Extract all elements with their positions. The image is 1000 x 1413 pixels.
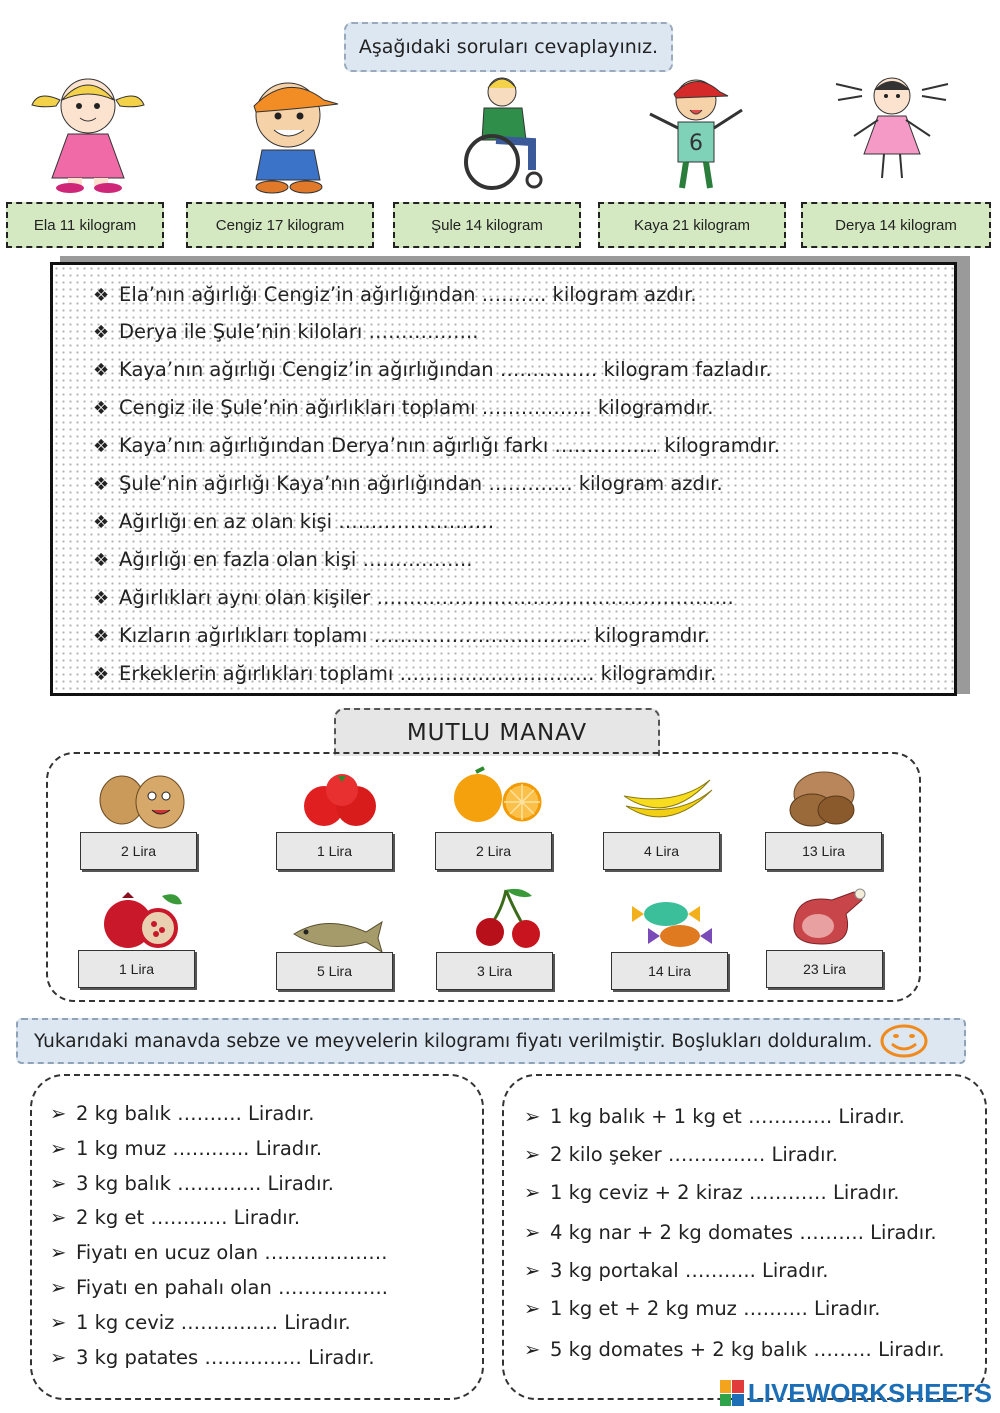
- exercise-item: ➢ Fiyatı en ucuz olan ……………….: [50, 1241, 388, 1264]
- orange-icon: [446, 762, 546, 828]
- question-item: [93, 358, 772, 381]
- page-title: Aşağıdaki soruları cevaplayınız.: [344, 22, 673, 72]
- wheelchair-child-icon: [446, 70, 566, 195]
- question-text: Cengiz ile Şule’nin ağırlıkları toplamı …………….. kilogramdır.: [119, 396, 714, 419]
- name-tag-sule: Şule 14 kilogram: [393, 202, 581, 248]
- question-item: [93, 283, 697, 306]
- svg-text:6: 6: [689, 131, 703, 156]
- diamond-bullet-icon: ❖: [93, 360, 110, 381]
- exercise-item: ➢ Fiyatı en pahalı olan ……………..: [50, 1276, 388, 1299]
- exercise-item: ➢ 1 kg ceviz + 2 kiraz ………… Liradır.: [524, 1181, 900, 1204]
- question-text: Ela’nın ağırlığı Cengiz’in ağırlığından ………. kilogram azdır.: [119, 283, 697, 306]
- girl-pigtails-icon: [28, 70, 148, 195]
- instruction-bar: [16, 1018, 966, 1064]
- price-tag: 5 Lira: [276, 952, 393, 990]
- question-text: Kaya’nın ağırlığı Cengiz’in ağırlığından …………… kilogram fazladır.: [119, 358, 772, 381]
- question-item: [93, 510, 494, 533]
- diamond-bullet-icon: ❖: [93, 474, 110, 495]
- arrow-bullet-icon: ➢: [524, 1181, 541, 1204]
- name-tag-kaya: Kaya 21 kilogram: [598, 202, 786, 248]
- exercise-item: ➢ 1 kg muz …….….. Liradır.: [50, 1137, 323, 1160]
- question-item: [93, 548, 472, 571]
- price-tag: 4 Lira: [603, 832, 720, 870]
- meat-icon: [782, 884, 882, 950]
- diamond-bullet-icon: ❖: [93, 626, 110, 647]
- exercise-item: ➢ 4 kg nar + 2 kg domates ………. Liradır.: [524, 1221, 937, 1244]
- shop-title: MUTLU MANAV: [334, 708, 660, 756]
- arrow-bullet-icon: ➢: [50, 1311, 67, 1334]
- exercise-item: ➢ 2 kilo şeker …………… Liradır.: [524, 1143, 838, 1166]
- exercise-item: ➢ 2 kg balık ………. Liradır.: [50, 1102, 315, 1125]
- question-item: [93, 624, 710, 647]
- arrow-bullet-icon: ➢: [50, 1172, 67, 1195]
- diamond-bullet-icon: ❖: [93, 322, 110, 343]
- diamond-bullet-icon: ❖: [93, 436, 110, 457]
- exercise-item: ➢ 3 kg portakal ……….. Liradır.: [524, 1259, 829, 1282]
- arrow-bullet-icon: ➢: [50, 1137, 67, 1160]
- question-box: [50, 262, 957, 696]
- instruction-text: Yukarıdaki manavda sebze ve meyvelerin kilogramı fiyatı verilmiştir. Boşlukları dolduralım.: [34, 1030, 873, 1052]
- arrow-bullet-icon: ➢: [50, 1206, 67, 1229]
- exercise-item: ➢ 1 kg et + 2 kg muz ………. Liradır.: [524, 1297, 881, 1320]
- question-text: Derya ile Şule’nin kiloları ……………..: [119, 320, 479, 343]
- pomegranate-icon: [92, 886, 192, 952]
- question-item: [93, 320, 478, 343]
- arrow-bullet-icon: ➢: [524, 1338, 541, 1361]
- name-tag-derya: Derya 14 kilogram: [801, 202, 991, 248]
- tomato-icon: [294, 766, 394, 832]
- cherry-icon: [462, 886, 562, 952]
- girl-dress-icon: [832, 70, 952, 195]
- walnut-icon: [772, 764, 872, 830]
- diamond-bullet-icon: ❖: [93, 550, 110, 571]
- potato-icon: [92, 766, 192, 832]
- arrow-bullet-icon: ➢: [50, 1241, 67, 1264]
- price-tag: 13 Lira: [765, 832, 882, 870]
- exercise-item: ➢ 3 kg balık …………. Liradır.: [50, 1172, 334, 1195]
- name-tag-cengiz: Cengiz 17 kilogram: [186, 202, 374, 248]
- watermark: [720, 1378, 992, 1408]
- question-text: Ağırlıkları aynı olan kişiler ……………………………………………….: [119, 586, 734, 609]
- arrow-bullet-icon: ➢: [50, 1102, 67, 1125]
- question-text: Kaya’nın ağırlığından Derya’nın ağırlığı farkı ……………. kilogramdır.: [119, 434, 780, 457]
- price-tag: 2 Lira: [435, 832, 552, 870]
- exercise-item: ➢ 3 kg patates …………… Liradır.: [50, 1346, 375, 1369]
- arrow-bullet-icon: ➢: [524, 1221, 541, 1244]
- question-item: [93, 586, 734, 609]
- question-text: Erkeklerin ağırlıkları toplamı ………………………… kilogramdır.: [119, 662, 717, 685]
- exercise-item: ➢ 1 kg ceviz …………… Liradır.: [50, 1311, 351, 1334]
- diamond-bullet-icon: ❖: [93, 664, 110, 685]
- diamond-bullet-icon: ❖: [93, 512, 110, 533]
- price-tag: 1 Lira: [276, 832, 393, 870]
- price-tag: 23 Lira: [766, 950, 883, 988]
- arrow-bullet-icon: ➢: [50, 1346, 67, 1369]
- price-tag: 3 Lira: [436, 952, 553, 990]
- question-text: Şule’nin ağırlığı Kaya’nın ağırlığından …………. kilogram azdır.: [119, 472, 723, 495]
- boy-cap-icon: [228, 70, 348, 195]
- arrow-bullet-icon: ➢: [524, 1105, 541, 1128]
- question-item: [93, 434, 780, 457]
- price-tag: 14 Lira: [611, 952, 728, 990]
- name-tag-ela: Ela 11 kilogram: [6, 202, 164, 248]
- arrow-bullet-icon: ➢: [50, 1276, 67, 1299]
- watermark-text: LIVEWORKSHEETS: [747, 1377, 992, 1408]
- question-item: [93, 472, 723, 495]
- price-tag: 1 Lira: [78, 950, 195, 988]
- question-text: Kızların ağırlıkları toplamı …………………………… kilogramdır.: [119, 624, 710, 647]
- question-text: Ağırlığı en fazla olan kişi ……………..: [119, 548, 473, 571]
- diamond-bullet-icon: ❖: [93, 285, 110, 306]
- price-tag: 2 Lira: [80, 832, 197, 870]
- exercise-item: ➢ 5 kg domates + 2 kg balık ……… Liradır.: [524, 1338, 945, 1361]
- arrow-bullet-icon: ➢: [524, 1297, 541, 1320]
- banana-icon: [618, 766, 718, 832]
- question-item: [93, 662, 716, 685]
- diamond-bullet-icon: ❖: [93, 398, 110, 419]
- exercise-item: ➢ 2 kg et ……..…. Liradır.: [50, 1206, 301, 1229]
- question-item: [93, 396, 713, 419]
- liveworksheets-logo-icon: [720, 1380, 744, 1406]
- arrow-bullet-icon: ➢: [524, 1259, 541, 1282]
- question-text: Ağırlığı en az olan kişi ……………………: [119, 510, 495, 533]
- boy-number6-icon: [636, 70, 756, 195]
- diamond-bullet-icon: ❖: [93, 588, 110, 609]
- arrow-bullet-icon: ➢: [524, 1143, 541, 1166]
- smiley-icon: [880, 1024, 928, 1058]
- exercise-item: ➢ 1 kg balık + 1 kg et …………. Liradır.: [524, 1105, 905, 1128]
- candy-icon: [626, 888, 726, 954]
